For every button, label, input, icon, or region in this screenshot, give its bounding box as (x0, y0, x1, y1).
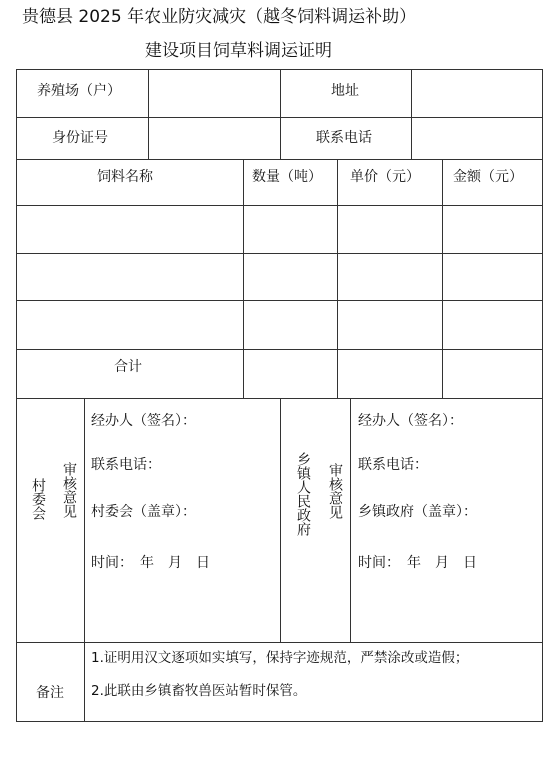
remarks-line-1: 1.证明用汉文逐项如实填写，保持字迹规范，严禁涂改或造假； (91, 650, 469, 666)
township-review-label: 审核意见 (327, 463, 343, 519)
remarks-label: 备注 (36, 685, 64, 701)
township-seal-label: 乡镇政府（盖章）： (358, 504, 477, 520)
column-quantity: 数量（吨） (252, 169, 322, 185)
village-time-label: 时间： 年 月 日 (91, 555, 210, 571)
farm-label: 养殖场（户） (37, 83, 121, 99)
township-handler-label: 经办人（签名）： (358, 413, 463, 429)
column-amount: 金额（元） (453, 169, 523, 185)
column-unit-price: 单价（元） (350, 169, 420, 185)
title-line-2: 建设项目饲草料调运证明 (145, 41, 332, 61)
total-label: 合计 (114, 359, 142, 375)
address-label: 地址 (331, 83, 359, 99)
village-committee-label: 村委会 (30, 478, 46, 520)
remarks-line-2: 2.此联由乡镇畜牧兽医站暂时保管。 (91, 683, 307, 699)
village-phone-label: 联系电话： (91, 457, 161, 473)
village-review-label: 审核意见 (61, 462, 77, 518)
id-number-label: 身份证号 (52, 130, 108, 146)
township-phone-label: 联系电话： (358, 457, 428, 473)
column-feed-name: 饲料名称 (97, 169, 153, 185)
township-time-label: 时间： 年 月 日 (358, 555, 477, 571)
township-government-label: 乡镇人民政府 (295, 452, 311, 536)
village-seal-label: 村委会（盖章）： (91, 504, 196, 520)
title-line-1: 贵德县 2025 年农业防灾减灾（越冬饲料调运补助） (22, 7, 417, 27)
village-handler-label: 经办人（签名）： (91, 413, 196, 429)
phone-label: 联系电话 (316, 130, 372, 146)
